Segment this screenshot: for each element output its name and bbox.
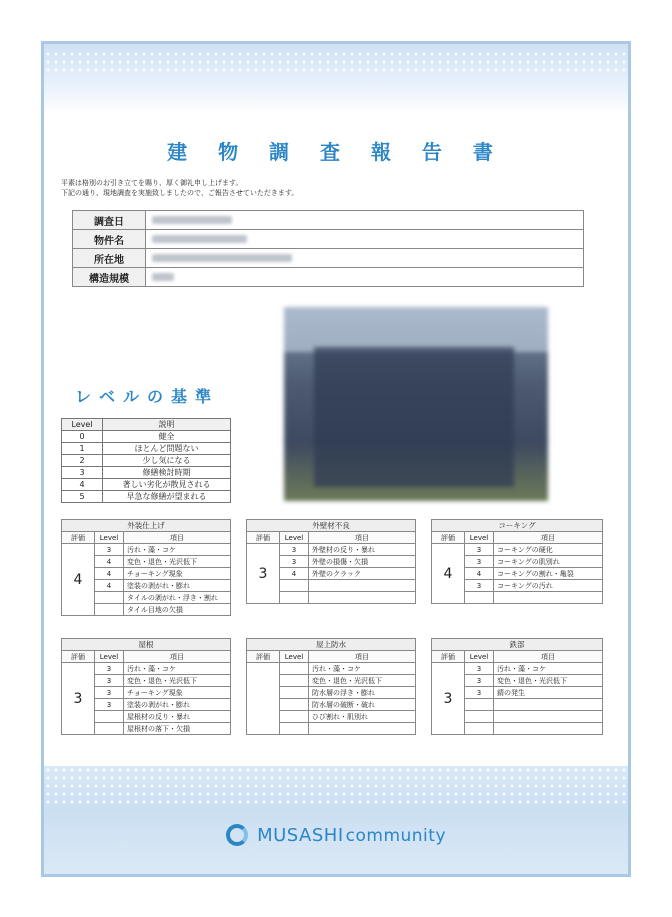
- row-level: [280, 675, 309, 687]
- row-level: 3: [465, 675, 494, 687]
- score-col-header: 評価: [432, 532, 465, 544]
- level-value: 4: [62, 479, 103, 491]
- row-item: 外壁材の反り・暴れ: [309, 544, 416, 556]
- row-item: [494, 711, 603, 723]
- row-level: [95, 592, 124, 604]
- level-row: [62, 455, 231, 467]
- level-col-header: Level: [95, 651, 124, 663]
- company-logo: [44, 824, 628, 846]
- row-item: [494, 699, 603, 711]
- row-level: 3: [95, 699, 124, 711]
- info-value-redacted: [146, 211, 584, 230]
- row-level: [280, 699, 309, 711]
- category-score: 3: [247, 544, 280, 604]
- info-value-redacted: [146, 268, 584, 287]
- category-row: [247, 663, 416, 675]
- category-title: 外装仕上げ: [62, 520, 231, 532]
- item-col-header: 項目: [494, 651, 603, 663]
- category-title: コーキング: [432, 520, 603, 532]
- row-level: 4: [95, 568, 124, 580]
- desc-col-header: 説明: [103, 419, 231, 431]
- level-value: 3: [62, 467, 103, 479]
- score-col-header: 評価: [247, 532, 280, 544]
- row-level: 3: [465, 663, 494, 675]
- footer-band: [44, 766, 628, 874]
- item-col-header: 項目: [124, 532, 231, 544]
- level-desc: 著しい劣化が散見される: [103, 479, 231, 491]
- row-level: 3: [465, 687, 494, 699]
- level-col-header: Level: [95, 532, 124, 544]
- row-item: 防水層の破断・破れ: [309, 699, 416, 711]
- row-item: 屋根材の落下・欠損: [124, 723, 231, 735]
- row-level: [465, 711, 494, 723]
- category-score: 3: [432, 663, 465, 735]
- row-item: 外壁の損傷・欠損: [309, 556, 416, 568]
- level-row: [62, 479, 231, 491]
- level-col-header: Level: [62, 419, 103, 431]
- category-row: [62, 544, 231, 556]
- wall-material-box: [246, 519, 416, 604]
- row-level: [95, 723, 124, 735]
- category-title: 屋根: [62, 639, 231, 651]
- category-score: 4: [62, 544, 95, 616]
- category-title: 外壁材不良: [247, 520, 416, 532]
- header-band: [44, 44, 628, 114]
- property-info-table: [72, 210, 584, 287]
- info-label: 構造規模: [73, 268, 146, 287]
- level-col-header: Level: [465, 532, 494, 544]
- row-item: 外壁のクラック: [309, 568, 416, 580]
- rooftop-waterproof-box: [246, 638, 416, 735]
- row-level: 4: [280, 568, 309, 580]
- row-level: 3: [95, 544, 124, 556]
- report-page: [41, 41, 631, 877]
- row-level: 3: [280, 544, 309, 556]
- row-level: 4: [465, 568, 494, 580]
- category-score: 3: [62, 663, 95, 735]
- row-item: タイル目地の欠損: [124, 604, 231, 616]
- logo-suffix: community: [345, 825, 447, 846]
- level-row: [62, 431, 231, 443]
- logo-text: [257, 825, 446, 846]
- row-item: 汚れ・藻・コケ: [494, 663, 603, 675]
- row-level: 4: [95, 580, 124, 592]
- category-score: [247, 663, 280, 735]
- level-value: 5: [62, 491, 103, 503]
- category-score: 4: [432, 544, 465, 604]
- steel-parts-box: [431, 638, 603, 735]
- level-desc: 修繕検討時期: [103, 467, 231, 479]
- level-desc: 少し気になる: [103, 455, 231, 467]
- row-item: [309, 723, 416, 735]
- info-label: 調査日: [73, 211, 146, 230]
- info-value-redacted: [146, 230, 584, 249]
- row-item: コーキングの肌別れ: [494, 556, 603, 568]
- row-item: コーキングの硬化: [494, 544, 603, 556]
- row-item: タイルの剥がれ・浮き・割れ: [124, 592, 231, 604]
- level-criteria-table: [61, 418, 231, 503]
- level-col-header: Level: [280, 651, 309, 663]
- level-row: [62, 443, 231, 455]
- report-title: 建 物 調 査 報 告 書: [167, 140, 505, 164]
- roof-box: [61, 638, 231, 735]
- logo-ring-icon: [226, 824, 248, 846]
- row-item: 塗装の剥がれ・膨れ: [124, 699, 231, 711]
- row-item: 屋根材の反り・暴れ: [124, 711, 231, 723]
- category-title: 屋上防水: [247, 639, 416, 651]
- item-col-header: 項目: [309, 532, 416, 544]
- row-item: 錆の発生: [494, 687, 603, 699]
- row-item: [309, 580, 416, 592]
- row-level: 3: [95, 687, 124, 699]
- level-desc: 早急な修繕が望まれる: [103, 491, 231, 503]
- intro-line-2: 下記の通り、現地調査を実施致しましたので、ご報告させていただきます。: [61, 189, 299, 197]
- row-item: 汚れ・藻・コケ: [309, 663, 416, 675]
- info-value-redacted: [146, 249, 584, 268]
- level-col-header: Level: [465, 651, 494, 663]
- row-item: チョーキング現象: [124, 687, 231, 699]
- row-level: [465, 592, 494, 604]
- info-row: [73, 230, 584, 249]
- info-label: 物件名: [73, 230, 146, 249]
- info-row: [73, 268, 584, 287]
- row-level: [280, 723, 309, 735]
- row-level: 3: [95, 675, 124, 687]
- row-item: [494, 592, 603, 604]
- row-item: 変色・退色・光沢低下: [124, 556, 231, 568]
- score-col-header: 評価: [62, 651, 95, 663]
- item-col-header: 項目: [124, 651, 231, 663]
- level-value: 2: [62, 455, 103, 467]
- row-level: 3: [465, 556, 494, 568]
- row-level: [280, 592, 309, 604]
- row-item: 塗装の剥がれ・膨れ: [124, 580, 231, 592]
- row-level: [465, 699, 494, 711]
- row-item: 変色・退色・光沢低下: [494, 675, 603, 687]
- category-row: [62, 663, 231, 675]
- level-value: 1: [62, 443, 103, 455]
- level-value: 0: [62, 431, 103, 443]
- category-row: [247, 544, 416, 556]
- level-row: [62, 491, 231, 503]
- item-col-header: 項目: [494, 532, 603, 544]
- row-level: 3: [465, 544, 494, 556]
- caulking-box: [431, 519, 603, 604]
- level-row: [62, 467, 231, 479]
- info-row: [73, 249, 584, 268]
- category-row: [432, 544, 603, 556]
- row-level: [465, 723, 494, 735]
- intro-line-1: 平素は格別のお引き立てを賜り、厚く御礼申し上げます。: [61, 179, 243, 187]
- row-level: [95, 711, 124, 723]
- exterior-finish-box: [61, 519, 231, 616]
- level-desc: ほとんど問題ない: [103, 443, 231, 455]
- row-item: チョーキング現象: [124, 568, 231, 580]
- row-level: [280, 580, 309, 592]
- row-item: 汚れ・藻・コケ: [124, 663, 231, 675]
- row-level: 3: [280, 556, 309, 568]
- category-title: 鉄部: [432, 639, 603, 651]
- item-col-header: 項目: [309, 651, 416, 663]
- level-header-row: [62, 419, 231, 431]
- score-col-header: 評価: [247, 651, 280, 663]
- row-item: 汚れ・藻・コケ: [124, 544, 231, 556]
- row-item: コーキングの割れ・亀裂: [494, 568, 603, 580]
- row-item: ひび割れ・肌別れ: [309, 711, 416, 723]
- intro-text: [61, 178, 298, 198]
- score-col-header: 評価: [62, 532, 95, 544]
- info-label: 所在地: [73, 249, 146, 268]
- level-section-title: レベルの基準: [75, 387, 220, 406]
- category-row: [432, 663, 603, 675]
- row-level: 3: [95, 663, 124, 675]
- info-row: [73, 211, 584, 230]
- level-col-header: Level: [280, 532, 309, 544]
- row-item: [309, 592, 416, 604]
- level-desc: 健全: [103, 431, 231, 443]
- row-item: 変色・退色・光沢低下: [124, 675, 231, 687]
- logo-brand: MUSASHI: [257, 824, 344, 846]
- row-level: 3: [465, 580, 494, 592]
- row-level: [280, 711, 309, 723]
- building-photo-blurred: [284, 307, 548, 501]
- row-level: [280, 687, 309, 699]
- row-level: [95, 604, 124, 616]
- row-level: [280, 663, 309, 675]
- row-item: 防水層の浮き・膨れ: [309, 687, 416, 699]
- score-col-header: 評価: [432, 651, 465, 663]
- row-item: 変色・退色・光沢低下: [309, 675, 416, 687]
- row-item: [494, 723, 603, 735]
- row-item: コーキングの汚れ: [494, 580, 603, 592]
- row-level: 4: [95, 556, 124, 568]
